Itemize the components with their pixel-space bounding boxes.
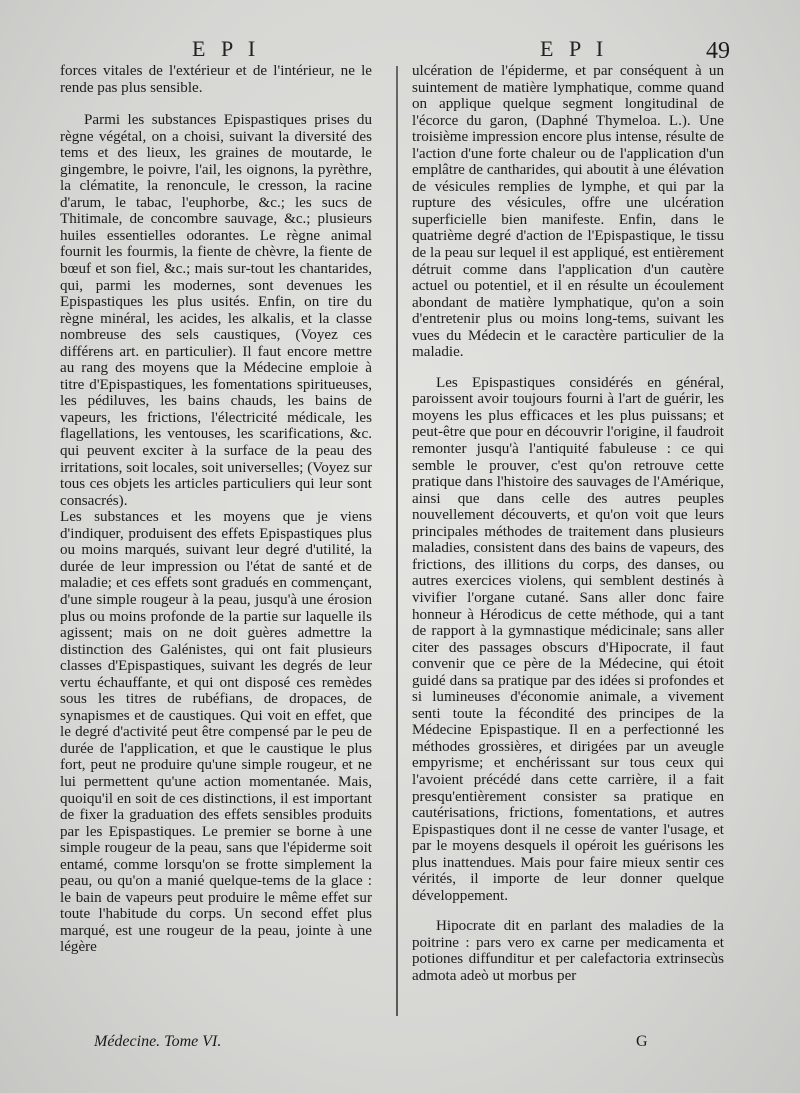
paragraph: Les substances et les moyens que je viens d'indiquer, produisent des effets Epispastiques plus ou moins marqués, suivant leur degré d'utilité, la durée de leur impression ou l'état de santé et de maladie; et ces effets sont gradués en commençant, d'une simple rougeur à la peau, jusqu'à une érosion plus ou moins profonde de la partie sur laquelle ils agissent; mais on ne doit guères admettre la distinction des Galénistes, qui ont fait plusieurs classes d'Epispastiques, suivant les degrés de leur vertu échauffante, et qui ont disposé ces remèdes sous les titres de rubéfians, de dropaces, de synapismes et de caustiques. Qui voit en effet, que le degré d'activité peut être compensé par le peu de durée de l'application, et que le caustique le plus fort, peut ne produire qu'une simple rougeur, et ne lui permettent qu'une action momentanée. Mais, quoiqu'il en soit de ces distinctions, il est important de fixer la graduation des effets sensibles produits par les Epispastiques. Le premier se borne à une simple rougeur de la peau, sans que l'épiderme soit entamé, comme lorsqu'on se frotte simplement la peau, ou qu'on a manié quelque-tems de la glace : le bain de vapeurs peut produire le même effet sur toute l'habitude du corps. Un second effet plus marqué, est une rougeur de la peau, jointe à une légère [60, 509, 372, 956]
paragraph: Hipocrate dit en parlant des maladies de la poitrine : pars vero ex carne per medicamenta et potiones diffunditur et per calefactoria extrinsecùs admota adeò ut morbus per [412, 918, 724, 984]
column-divider [396, 66, 398, 1016]
running-head-left: E P I [192, 36, 261, 61]
left-column [60, 63, 372, 956]
paragraph: Parmi les substances Epispastiques prises du règne végétal, on a choisi, suivant la diversité des tems et des lieux, les graines de moutarde, le gingembre, le poivre, l'ail, les oignons, la pyrèthre, la clématite, la renoncule, le cresson, la racine d'arum, le tabac, l'euphorbe, &c.; les sucs de Thitimale, de concombre sauvage, &c.; plusieurs huiles essentielles odorantes. Le règne animal fournit les fourmis, la fiente de chèvre, la fiente de bœuf et son fiel, &c.; mais sur-tout les chantarides, qui, parmi les modernes, sont devenues les Epispastiques les plus usités. Enfin, on tire du règne minéral, les acides, les alkalis, et la classe nombreuse des sels caustiques, (Voyez ces différens art. en particulier). Il faut encore mettre au rang des moyens que la Médecine emploie à titre d'Epispastiques, les fomentations spiritueuses, les pédiluves, les bains chauds, les bains de vapeurs, les frictions, l'électricité médicale, les flagellations, les ventouses, les scarifications, &c. qui peuvent exciter à la surface de la peau des irritations, soit locales, soit universelles; (Voyez sur tous ces objets les articles particuliers qui leur sont consacrés). [60, 112, 372, 509]
volume-line: Médecine. Tome VI. [94, 1033, 222, 1050]
paragraph: Les Epispastiques considérés en général, paroissent avoir toujours fourni à l'art de guérir, les moyens les plus efficaces et les plus puissans; et peut-être que pour en découvrir l'origine, il faudroit remonter jusqu'à l'antiquité fabuleuse : ce qui semble le prouver, c'est qu'on retrouve cette pratique dans l'histoire des sauvages de l'Amérique, ainsi que dans celle des autres peuples nouvellement découverts, et qu'on voit que leurs principales méthodes de traitement dans plusieurs maladies, consistent dans des bains de vapeurs, des frictions, des illitions du corps, des danses, ou autres exercices violens, qui semblent destinés à vivifier l'organe cutané. Sans aller donc faire honneur à Hérodicus de cette méthode, qui a tant de rapport à la gymnastique médicinale; sans aller citer des passages obscurs d'Hipocrate, il faut convenir que ce père de la Médecine, qui étoit guidé dans sa pratique par des idées si profondes et si lumineuses d'économie animale, a vivement senti toute la fécondité des principes de la Médecine Epispastique. Il en a perfectionné les méthodes grossières, et dirigées par un aveugle empyrisme; et enchérissant sur tous ceux qui l'avoient précédé dans cette carrière, il a fait presqu'entièrement consister sa pratique en cautérisations, frictions, fomentations, et autres Epispastiques dont il ne cesse de vanter l'usage, et par le moyens desquels il opéroit les guérisons les plus inattendues. Mais pour faire mieux sentir ces vérités, il importe de leur donner quelque développement. [412, 374, 724, 904]
right-column [412, 63, 724, 985]
signature-mark: G [636, 1033, 648, 1050]
paragraph: forces vitales de l'extérieur et de l'intérieur, ne le rende pas plus sensible. [60, 63, 372, 96]
running-head-right: E P I [540, 36, 609, 61]
page-number: 49 [706, 38, 730, 64]
paragraph: ulcération de l'épiderme, et par conséquent à un suintement de matière lymphatique, comme quand on applique quelque segment longitudinal de l'écorce du garon, (Daphné Thymeloa. L.). Une troisième impression encore plus intense, résulte de l'action d'une forte chaleur ou de l'application d'un emplâtre de cantharides, qui aboutit à une élévation de vésicules remplies de lymphe, et qui par la rupture des vésicules, offre une ulcération superficielle bien manifeste. Enfin, dans le quatrième degré d'action de l'Epispastique, le tissu de la peau sur lequel il est appliqué, est entièrement détruit comme dans l'application d'un cautère actuel ou potentiel, et il en résulte un écoulement abondant de matière lymphatique, qu'on a soin d'entretenir plus ou moins long-tems, suivant les vues du Médecin et le caractère particulier de la maladie. [412, 63, 724, 361]
